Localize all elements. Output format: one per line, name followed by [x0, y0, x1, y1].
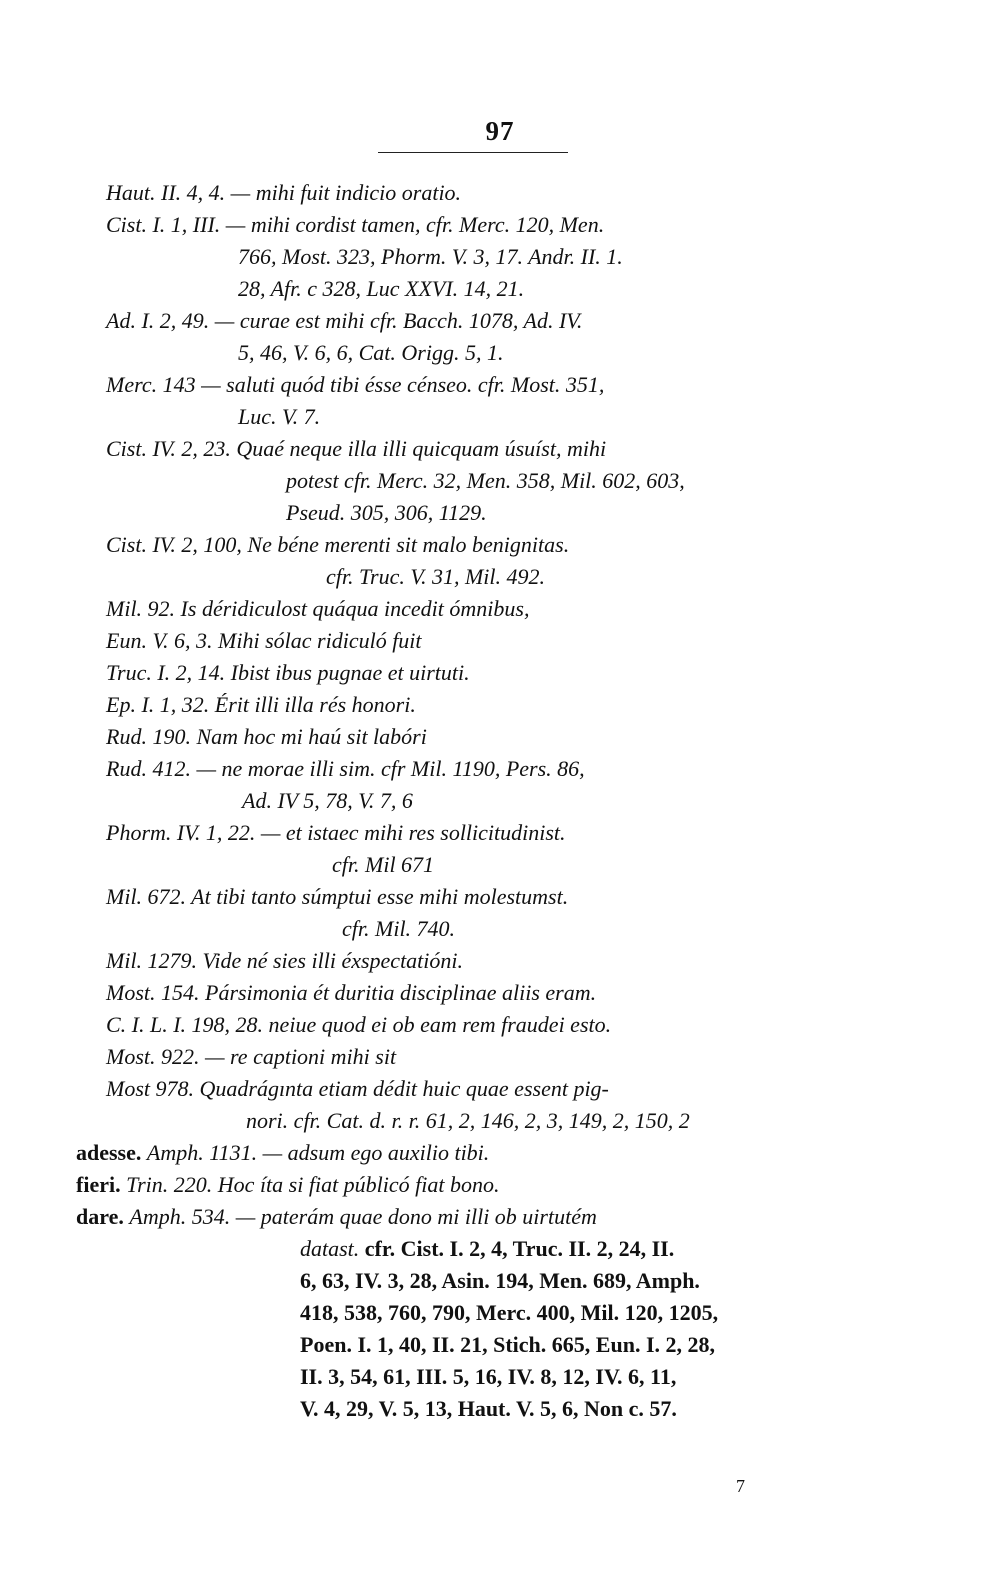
- line-text: Mil. 672. At tibi tanto súmptui esse mihi molestumst.: [106, 884, 569, 909]
- line-text: Cist. I. 1, III. — mihi cordist tamen, cfr. Merc. 120, Men.: [106, 212, 605, 237]
- line-text: datast.: [300, 1236, 360, 1261]
- text-line: [286, 466, 685, 496]
- line-text: Mil. 1279. Vide né sies illi éxspectatióni.: [106, 948, 464, 973]
- line-text: Eun. V. 6, 3. Mihi sólac ridiculó fuit: [106, 628, 422, 653]
- page-header: [0, 116, 1000, 147]
- text-line: [286, 498, 487, 528]
- text-line: [238, 338, 503, 368]
- text-line: [76, 1170, 500, 1200]
- line-text: 28, Afr. c 328, Luc XXVI. 14, 21.: [238, 276, 525, 301]
- text-line: [246, 1106, 690, 1136]
- text-line: [300, 1330, 715, 1360]
- line-text: Trin. 220. Hoc íta si fiat públicó fiat bono.: [126, 1172, 500, 1197]
- entry-label: adesse.: [76, 1140, 147, 1165]
- text-line: [76, 1138, 489, 1168]
- line-text: Amph. 534. — paterám quae dono mi illi ob uirtutém: [129, 1204, 597, 1229]
- text-line: [106, 178, 461, 208]
- text-line: [106, 722, 427, 752]
- text-line: [106, 658, 470, 688]
- line-text: Phorm. IV. 1, 22. — et istaec mihi res sollicitudinist.: [106, 820, 566, 845]
- text-line: [106, 530, 569, 560]
- line-reference-text: 6, 63, IV. 3, 28, Asin. 194, Men. 689, Amph.: [300, 1268, 700, 1293]
- text-line: [326, 562, 545, 592]
- line-text: Merc. 143 — saluti quód tibi ésse cénseo. cfr. Most. 351,: [106, 372, 605, 397]
- line-text: Most. 154. Pársimonia ét duritia disciplinae aliis eram.: [106, 980, 597, 1005]
- line-text: cfr. Truc. V. 31, Mil. 492.: [326, 564, 546, 589]
- line-text: Ad. I. 2, 49. — curae est mihi cfr. Bacch. 1078, Ad. IV.: [106, 308, 583, 333]
- text-line: [106, 1074, 609, 1104]
- text-line: [106, 1042, 396, 1072]
- line-text: 5, 46, V. 6, 6, Cat. Origg. 5, 1.: [238, 340, 504, 365]
- text-line: [238, 402, 320, 432]
- line-text: Most. 922. — re captioni mihi sit: [106, 1044, 397, 1069]
- page-number: 97: [485, 116, 515, 146]
- line-reference-text: 418, 538, 760, 790, Merc. 400, Mil. 120, 1205,: [300, 1300, 719, 1325]
- line-reference-text: V. 4, 29, V. 5, 13, Haut. V. 5, 6, Non c. 57.: [300, 1396, 677, 1421]
- text-line: [238, 274, 524, 304]
- text-line: [106, 594, 529, 624]
- text-line: [242, 786, 413, 816]
- text-line: [106, 818, 566, 848]
- text-line: [106, 210, 604, 240]
- line-text: nori. cfr. Cat. d. r. r. 61, 2, 146, 2, 3, 149, 2, 150, 2: [246, 1108, 690, 1133]
- line-text: cfr. Mil. 740.: [342, 916, 456, 941]
- line-text: Haut. II. 4, 4. — mihi fuit indicio oratio.: [106, 180, 462, 205]
- line-reference-text: cfr. Cist. I. 2, 4, Truc. II. 2, 24, II.: [364, 1236, 675, 1261]
- line-text: cfr. Mil 671: [332, 852, 435, 877]
- text-line: [300, 1362, 676, 1392]
- signature-mark: 7: [736, 1476, 745, 1496]
- line-text: Pseud. 305, 306, 1129.: [286, 500, 487, 525]
- text-line: [342, 914, 455, 944]
- line-reference-text: II. 3, 54, 61, III. 5, 16, IV. 8, 12, IV. 6, 11,: [300, 1364, 677, 1389]
- text-line: [300, 1234, 674, 1264]
- text-line: [106, 1010, 611, 1040]
- line-text: Ep. I. 1, 32. Érit illi illa rés honori.: [106, 692, 416, 717]
- text-line: [76, 1202, 597, 1232]
- text-line: [106, 626, 422, 656]
- line-text: 766, Most. 323, Phorm. V. 3, 17. Andr. II. 1.: [238, 244, 623, 269]
- line-text: Rud. 190. Nam hoc mi haú sit labóri: [106, 724, 427, 749]
- header-rule: [378, 152, 568, 153]
- line-text: C. I. L. I. 198, 28. neiue quod ei ob eam rem fraudei esto.: [106, 1012, 612, 1037]
- text-line: [106, 946, 463, 976]
- line-text: potest cfr. Merc. 32, Men. 358, Mil. 602, 603,: [286, 468, 685, 493]
- text-line: [106, 370, 604, 400]
- text-line: [300, 1266, 700, 1296]
- entry-label: dare.: [76, 1204, 130, 1229]
- text-line: [106, 754, 585, 784]
- text-line: [106, 306, 582, 336]
- line-reference-text: Poen. I. 1, 40, II. 21, Stich. 665, Eun. I. 2, 28,: [300, 1332, 716, 1357]
- text-line: [106, 978, 596, 1008]
- line-text: Ad. IV 5, 78, V. 7, 6: [242, 788, 413, 813]
- line-text: Luc. V. 7.: [238, 404, 321, 429]
- line-text: Amph. 1131. — adsum ego auxilio tibi.: [146, 1140, 490, 1165]
- text-line: [300, 1394, 677, 1424]
- text-line: [106, 690, 416, 720]
- line-text: Most 978. Quadrágınta etiam dédit huic quae essent pig-: [106, 1076, 609, 1101]
- text-line: [106, 434, 606, 464]
- line-text: Cist. IV. 2, 100, Ne béne merenti sit malo benignitas.: [106, 532, 570, 557]
- text-line: [332, 850, 434, 880]
- text-line: [106, 882, 568, 912]
- line-text: Rud. 412. — ne morae illi sim. cfr Mil. 1190, Pers. 86,: [106, 756, 585, 781]
- line-text: Mil. 92. Is déridiculost quáqua incedit ómnibus,: [106, 596, 530, 621]
- text-line: [238, 242, 623, 272]
- text-line: [300, 1298, 718, 1328]
- entry-label: fieri.: [76, 1172, 127, 1197]
- line-text: Truc. I. 2, 14. Ibist ibus pugnae et uirtuti.: [106, 660, 470, 685]
- line-text: Cist. IV. 2, 23. Quaé neque illa illi quicquam úsuíst, mihi: [106, 436, 607, 461]
